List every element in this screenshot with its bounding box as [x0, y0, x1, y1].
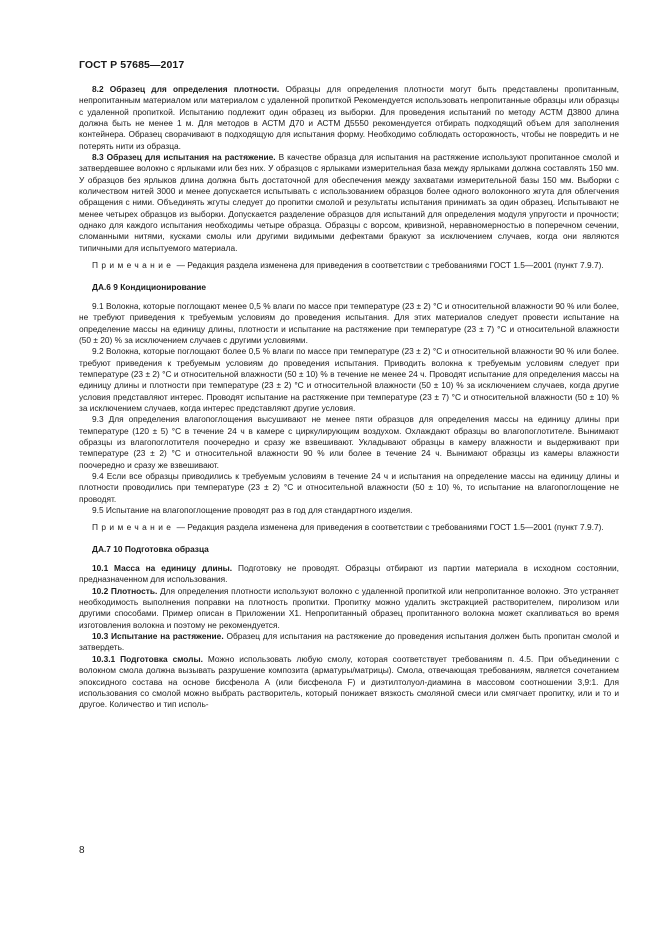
note-2	[79, 522, 619, 533]
paragraph-10-3	[79, 631, 619, 654]
paragraph-text: В качестве образца для испытания на растяжение используют пропитанное смолой и затвердевшее волокно с ярлыками или без них. У образцов с ярлыками измерительная база между ярлыками должна составлять 150 мм. У образцов без ярлыков длина должна быть достаточной для обеспечения между захватами измерительной базы 150 мм. Выборки с количеством нитей 3000 и менее допускается испытывать с использованием образцов более одного волоконного жгута для облегчения обращения с ними. Объединять жгуты следует до пропитки смолой и результаты испытания принимать за один образец. Испытывают не менее четырех образцов из выборки. Допускается разделение образцов для испытаний для определения модуля упругости и прочности; однако для каждого испытания необходимы четыре образца. Образцы с ворсом, кривизной, неравномерностью в поперечном сечении, сломанными нитями, кусками смолы или другими видимыми дефектами бракуют за исключением случаев, когда они являются типичными для испытуемого материала.	[79, 152, 619, 253]
paragraph-9-5: 9.5 Испытание на влагопоглощение проводят раз в год для стандартного изделия.	[92, 505, 413, 516]
paragraph-heading: 8.2 Образец для определения плотности.	[92, 84, 280, 94]
paragraph-9-3: 9.3 Для определения влагопоглощения высушивают не менее пяти образцов для определения массы на единицу длины при температуре (120 ± 5) °С в течение 24 ч в камере с циркулирующим воздухом. Охлаждают образцы во влагопоглотителе. Вынимают образцы из влагопоглотителя поочередно и сразу же взвешивают. Укладывают образцы в камеру влажности и выдерживают при температуре (23 ± 2) °С и относительной влажности 90 % или более в течение 24 ч. Вынимают образцы из камеры влажности поочередно и сразу же взвешивают.	[79, 414, 619, 470]
note-label: Примечание	[92, 522, 175, 533]
paragraph-10-3-1	[79, 654, 619, 711]
paragraph-text: Для определения плотности используют волокно с удаленной пропиткой или непропитанное волокно. Это устраняет необходимость выполнения поправки на плотность пропитки. Пропитку можно удалить экстракцией растворителем, пиролизом или другими способами. Пример описан в Приложении X1. Непропитанный образец пропитанного волокна может скапливаться во время изготовления волокна и поэтому не рекомендуется.	[79, 585, 620, 630]
paragraph-9-4: 9.4 Если все образцы приводились к требуемым условиям в течение 24 ч и испытания на определение массы на единицу длины и плотности проводились при температуре (23 ± 2) °С и относительной влажности (50 ± 10) %, то испытание на влагопоглощение не проводят.	[79, 471, 619, 504]
paragraph-9-2: 9.2 Волокна, которые поглощают более 0,5 % влаги по массе при температуре (23 ± 2) °С и относительной влажности 90 % или более. требуют приведения к требуемым условиям до проведения испытания. Приводить волокна к требуемым условиям следует при температуре (23 ± 2) °С и относительной влажности (50 ± 10) % в течение не менее 24 ч. Проводят испытание для определения массы на единицу длины и плотности при температуре (23 ± 2) °С и относительной влажности (50 ± 10) % за исключением случаев, когда другие условия представляют интерес. Проводят испытание на растяжение при температуре (23 ± 7) °С и относительной влажности (50 ± 10) % за исключением случаев, когда интерес представляют другие условия.	[79, 346, 619, 413]
section-heading-da7: ДА.7 10 Подготовка образца	[92, 543, 209, 554]
document-body	[79, 84, 619, 711]
paragraph-10-2	[79, 586, 619, 631]
paragraph-text: Подготовку не проводят. Образцы отбирают из партии материала в исходном состоянии, предназначенном для использования.	[79, 563, 619, 585]
paragraph-heading: 8.3 Образец для испытания на растяжение.	[92, 152, 276, 163]
paragraph-8-2	[79, 84, 619, 152]
note-label: Примечание	[92, 260, 175, 271]
paragraph-10-1	[79, 563, 619, 586]
paragraph-text: Образцы для определения плотности могут быть представлены пропитанным, непропитанным материалом или материалом с удаленной пропиткой Рекомендуется использовать непропитанные образцы или образцы с удаленной пропиткой. Испытанию подлежит один образец из выборки. Для проведения испытаний по методу АСТМ Д3800 длина должна быть не менее 1 м. Для методов в АСТМ Д70 и АСТМ Д5550 рекомендуется отбирать подходящий объем для заполнения контейнера. Образец сворачивают в подходящую для испытания форму. Необходимо соблюдать осторожность, чтобы не повредить и не потерять нити из образца.	[79, 84, 620, 151]
paragraph-heading: 10.2 Плотность.	[92, 585, 158, 596]
document-header: ГОСТ Р 57685—2017	[79, 59, 185, 71]
page-number: 8	[79, 845, 85, 856]
paragraph-8-3	[79, 152, 619, 254]
section-heading-da6: ДА.6 9 Кондиционирование	[92, 281, 207, 292]
paragraph-text: Образец для испытания на растяжение до проведения испытания должен быть пропитан смолой и затвердеть.	[79, 631, 619, 653]
note-1	[79, 260, 619, 271]
paragraph-text: Можно использовать любую смолу, которая соответствует требованиям п. 4.5. При объединении с волокном смола должна вызывать разрушение композита (арматуры/матрицы). Смола, отвечающая требованиям, является сочетанием эпоксидного состава на основе бисфенола А (или бисфенола F) и диэтилтолуол-диамина в массовом соотношении 3,9:1. Для использования со смолой можно выбрать растворитель, который понижает вязкость смоляной смеси или смягчает пропитку, или и то и другое. Количество и тип исполь-	[79, 653, 619, 710]
paragraph-heading: 10.1 Масса на единицу длины.	[92, 563, 233, 574]
paragraph-heading: 10.3.1 Подготовка смолы.	[92, 653, 203, 664]
note-text: — Редакция раздела изменена для приведения в соответствии с требованиями ГОСТ 1.5—2001 (пункт 7.9.7).	[174, 260, 604, 271]
paragraph-heading: 10.3 Испытание на растяжение.	[92, 631, 224, 642]
note-text: — Редакция раздела изменена для приведения в соответствии с требованиями ГОСТ 1.5—2001 (пункт 7.9.7).	[174, 522, 604, 533]
paragraph-9-1: 9.1 Волокна, которые поглощают менее 0,5 % влаги по массе при температуре (23 ± 2) °С и относительной влажности 90 % или более, не требуют приведения к требуемым условиям до проведения испытания. Для этих материалов следует провести испытание на определение массы на единицу длины, плотности и испытание на растяжение при температуре (23 ± 7) °С и относительной влажности (50 ± 20) % за исключением случаев с другими условиями.	[79, 300, 619, 345]
